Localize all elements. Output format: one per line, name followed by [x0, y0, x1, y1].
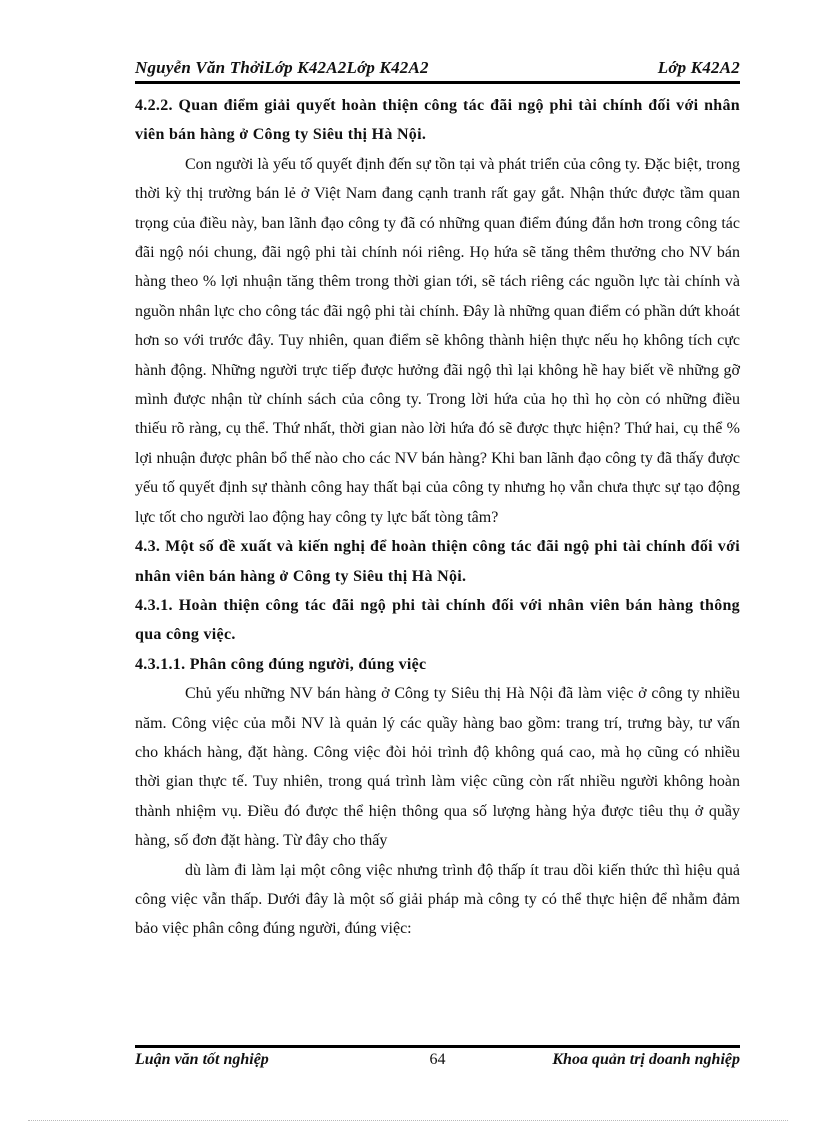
body-paragraph: Con người là yếu tố quyết định đến sự tồn tại và phát triển của công ty. Đặc biệt, trong thời kỳ thị trường bán lẻ ở Việt Nam đang cạnh tranh rất gay gắt. Nhận thức được tầm quan trọng của điều này, ban lãnh đạo công ty đã có những quan điểm đúng đắn hơn trong công tác đãi ngộ nói chung, đãi ngộ phi tài chính nói riêng. Họ hứa sẽ tăng thêm thưởng cho NV bán hàng theo % lợi nhuận tăng thêm trong thời gian tới, sẽ tách riêng các nguồn lực tài chính và nguồn nhân lực cho công tác đãi ngộ phi tài chính. Đây là những quan điểm có phần dứt khoát hơn so với trước đây. Tuy nhiên, quan điểm sẽ không thành hiện thực nếu họ không tích cực hành động. Những người trực tiếp được hưởng đãi ngộ thì lại không hề hay biết về những gỡ mình được nhận từ chính sách của công ty. Trong lời hứa của họ thì họ còn có những điều thiếu rõ ràng, cụ thể. Thứ nhất, thời gian nào lời hứa đó sẽ được thực hiện? Thứ hai, cụ thể % lợi nhuận được phân bổ thế nào cho các NV bán hàng? Khi ban lãnh đạo công ty đã thấy được yếu tố quyết định sự thành công hay thất bại của công ty nhưng họ vẫn chưa thực sự tạo động lực tốt cho người lao động hay công ty lực bất tòng tâm?: [135, 155, 740, 526]
header-rule: [135, 81, 740, 84]
page-footer: [135, 1051, 740, 1075]
section-heading-4-3-1-1: 4.3.1.1. Phân công đúng người, đúng việc: [135, 655, 427, 673]
section-heading-4-3-1: 4.3.1. Hoàn thiện công tác đãi ngộ phi tài chính đối với nhân viên bán hàng thông qua công việc.: [135, 596, 740, 644]
section-heading-4-3: 4.3. Một số đề xuất và kiến nghị để hoàn thiện công tác đãi ngộ phi tài chính đối với nhân viên bán hàng ở Công ty Siêu thị Hà Nội.: [135, 538, 740, 585]
header-author-class: Nguyễn Văn ThởiLớp K42A2Lớp K42A2: [135, 58, 429, 77]
header-class: Lớp K42A2: [657, 58, 740, 77]
section-heading-4-2-2: 4.2.2. Quan điểm giải quyết hoàn thiện công tác đãi ngộ phi tài chính đối với nhân viên bán hàng ở Công ty Siêu thị Hà Nội.: [135, 97, 740, 144]
page-header: [135, 52, 740, 78]
page-number: 64: [429, 1051, 446, 1068]
footer-rule: [135, 1045, 740, 1048]
footer-thesis-label: Luận văn tốt nghiệp: [135, 1051, 269, 1068]
body-paragraph: dù làm đi làm lại một công việc nhưng trình độ thấp ít trau dồi kiến thức thì hiệu quả công việc vẫn thấp. Dưới đây là một số giải pháp mà công ty có thể thực hiện để nhằm đảm bảo việc phân công đúng người, đúng việc:: [135, 861, 740, 938]
body-paragraph: Chủ yếu những NV bán hàng ở Công ty Siêu thị Hà Nội đã làm việc ở công ty nhiều năm. Công việc của mỗi NV là quản lý các quầy hàng bao gồm: trang trí, trưng bày, tư vấn cho khách hàng, đặt hàng. Công việc đòi hỏi trình độ không quá cao, mà họ cũng có nhiều thời gian thực tế. Tuy nhiên, trong quá trình làm việc cũng còn rất nhiều người không hoàn thành nhiệm vụ. Điều đó được thể hiện thông qua số lượng hàng hỷa được tiêu thụ ở quầy hàng, số đơn đặt hàng. Từ đây cho thấy: [135, 685, 740, 850]
footer-faculty-label: Khoa quản trị doanh nghiệp: [552, 1051, 740, 1068]
page-edge-divider: [28, 1120, 788, 1121]
document-body: [135, 91, 740, 944]
